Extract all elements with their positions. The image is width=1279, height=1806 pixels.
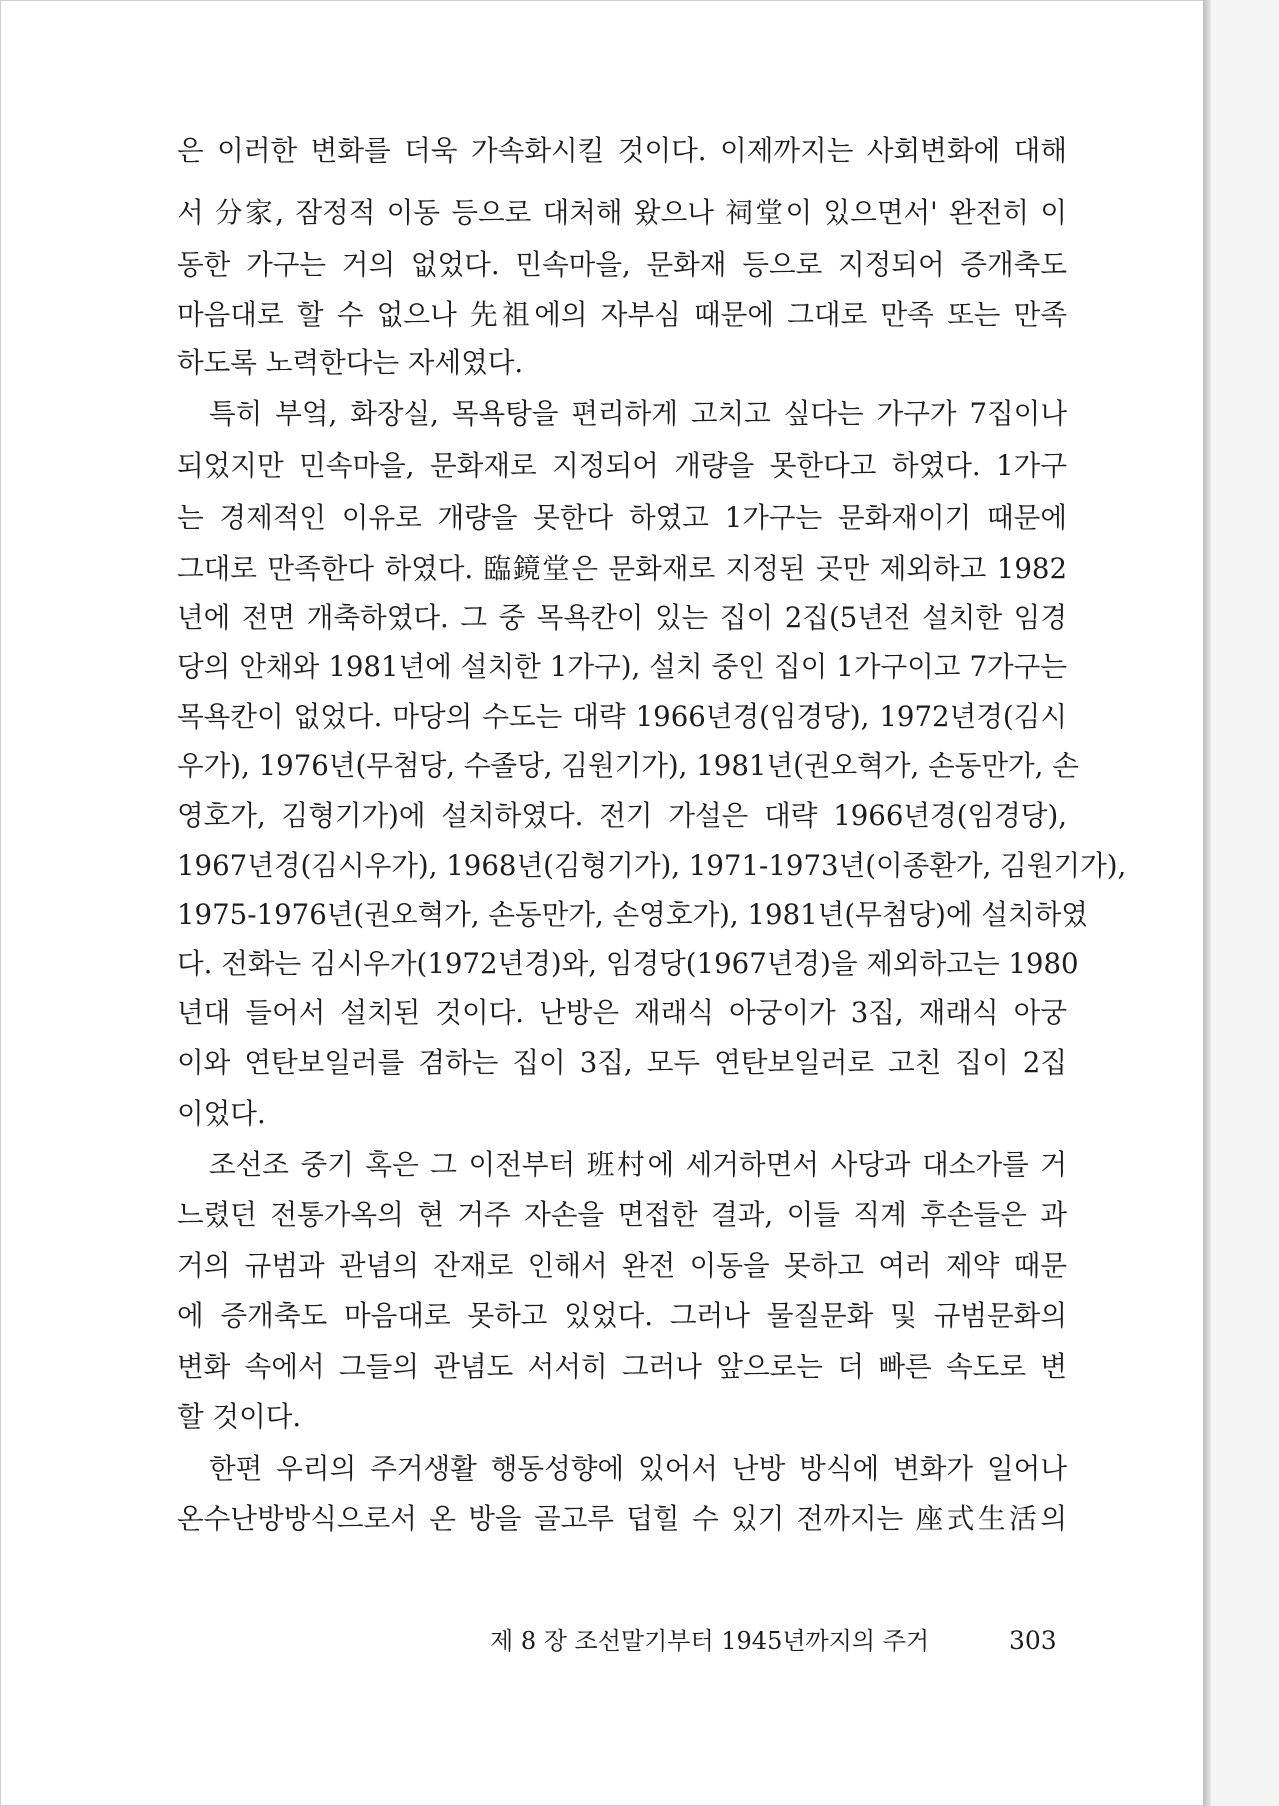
text-line: 은 이러한 변화를 더욱 가속화시킬 것이다. 이제까지는 사회변화에 대해	[177, 134, 1067, 167]
text-line: 거의 규범과 관념의 잔재로 인해서 완전 이동을 못하고 여러 제약 때문	[177, 1249, 1067, 1282]
text-line: 이와 연탄보일러를 겸하는 집이 3집, 모두 연탄보일러로 고친 집이 2집	[177, 1046, 1067, 1079]
text-line: 우가), 1976년(무첨당, 수졸당, 김원기가), 1981년(권오혁가, 손동만가, 손	[177, 749, 1079, 782]
viewer-gutter	[1211, 0, 1279, 1806]
text-line: 1975-1976년(권오혁가, 손동만가, 손영호가), 1981년(무첨당)에 설치하였	[177, 898, 1088, 931]
text-line: 동한 가구는 거의 없었다. 민속마을, 문화재 등으로 지정되어 증개축도	[177, 248, 1067, 281]
text-line: 조선조 중기 혹은 그 이전부터 班村에 세거하면서 사당과 대소가를 거	[209, 1148, 1067, 1181]
text-line: 하도록 노력한다는 자세였다.	[177, 346, 524, 379]
text-line: 그대로 만족한다 하였다. 臨鏡堂은 문화재로 지정된 곳만 제외하고 1982	[177, 552, 1067, 585]
text-line: 년에 전면 개축하였다. 그 중 목욕칸이 있는 집이 2집(5년전 설치한 임경	[177, 601, 1067, 634]
text-line: 특히 부엌, 화장실, 목욕탕을 편리하게 고치고 싶다는 가구가 7집이나	[209, 397, 1067, 430]
text-line: 에 증개축도 마음대로 못하고 있었다. 그러나 물질문화 및 규범문화의	[177, 1299, 1067, 1332]
text-line: 1967년경(김시우가), 1968년(김형기가), 1971-1973년(이종환가, 김원기가),	[177, 849, 1127, 882]
page-number: 303	[1009, 1626, 1057, 1655]
text-line: 서 分家, 잠정적 이동 등으로 대처해 왔으나 祠堂이 있으면서' 완전히 이	[177, 196, 1067, 229]
text-line: 당의 안채와 1981년에 설치한 1가구), 설치 중인 집이 1가구이고 7가구는	[177, 650, 1067, 683]
text-line: 되었지만 민속마을, 문화재로 지정되어 개량을 못한다고 하였다. 1가구	[177, 449, 1067, 482]
text-line: 변화 속에서 그들의 관념도 서서히 그러나 앞으로는 더 빠른 속도로 변	[177, 1350, 1067, 1383]
text-line: 영호가, 김형기가)에 설치하였다. 전기 가설은 대략 1966년경(임경당),	[177, 799, 1067, 832]
text-line: 다. 전화는 김시우가(1972년경)와, 임경당(1967년경)을 제외하고는 1980	[177, 947, 1079, 980]
text-line: 한편 우리의 주거생활 행동성향에 있어서 난방 방식에 변화가 일어나	[209, 1452, 1067, 1485]
running-footer-chapter-title: 제 8 장 조선말기부터 1945년까지의 주거	[490, 1627, 930, 1655]
page-edge-shadow	[1203, 0, 1211, 1806]
text-line: 년대 들어서 설치된 것이다. 난방은 재래식 아궁이가 3집, 재래식 아궁	[177, 996, 1067, 1029]
text-line: 마음대로 할 수 없으나 先祖에의 자부심 때문에 그대로 만족 또는 만족	[177, 298, 1067, 331]
text-line: 는 경제적인 이유로 개량을 못한다 하였고 1가구는 문화재이기 때문에	[177, 501, 1067, 534]
text-line: 할 것이다.	[177, 1400, 302, 1433]
text-line: 온수난방방식으로서 온 방을 골고루 덥힐 수 있기 전까지는 座式生活의	[177, 1502, 1067, 1535]
text-line: 이었다.	[177, 1097, 266, 1130]
text-line: 느렸던 전통가옥의 현 거주 자손을 면접한 결과, 이들 직계 후손들은 과	[177, 1198, 1067, 1231]
text-line: 목욕칸이 없었다. 마당의 수도는 대략 1966년경(임경당), 1972년경(김시	[177, 700, 1067, 733]
